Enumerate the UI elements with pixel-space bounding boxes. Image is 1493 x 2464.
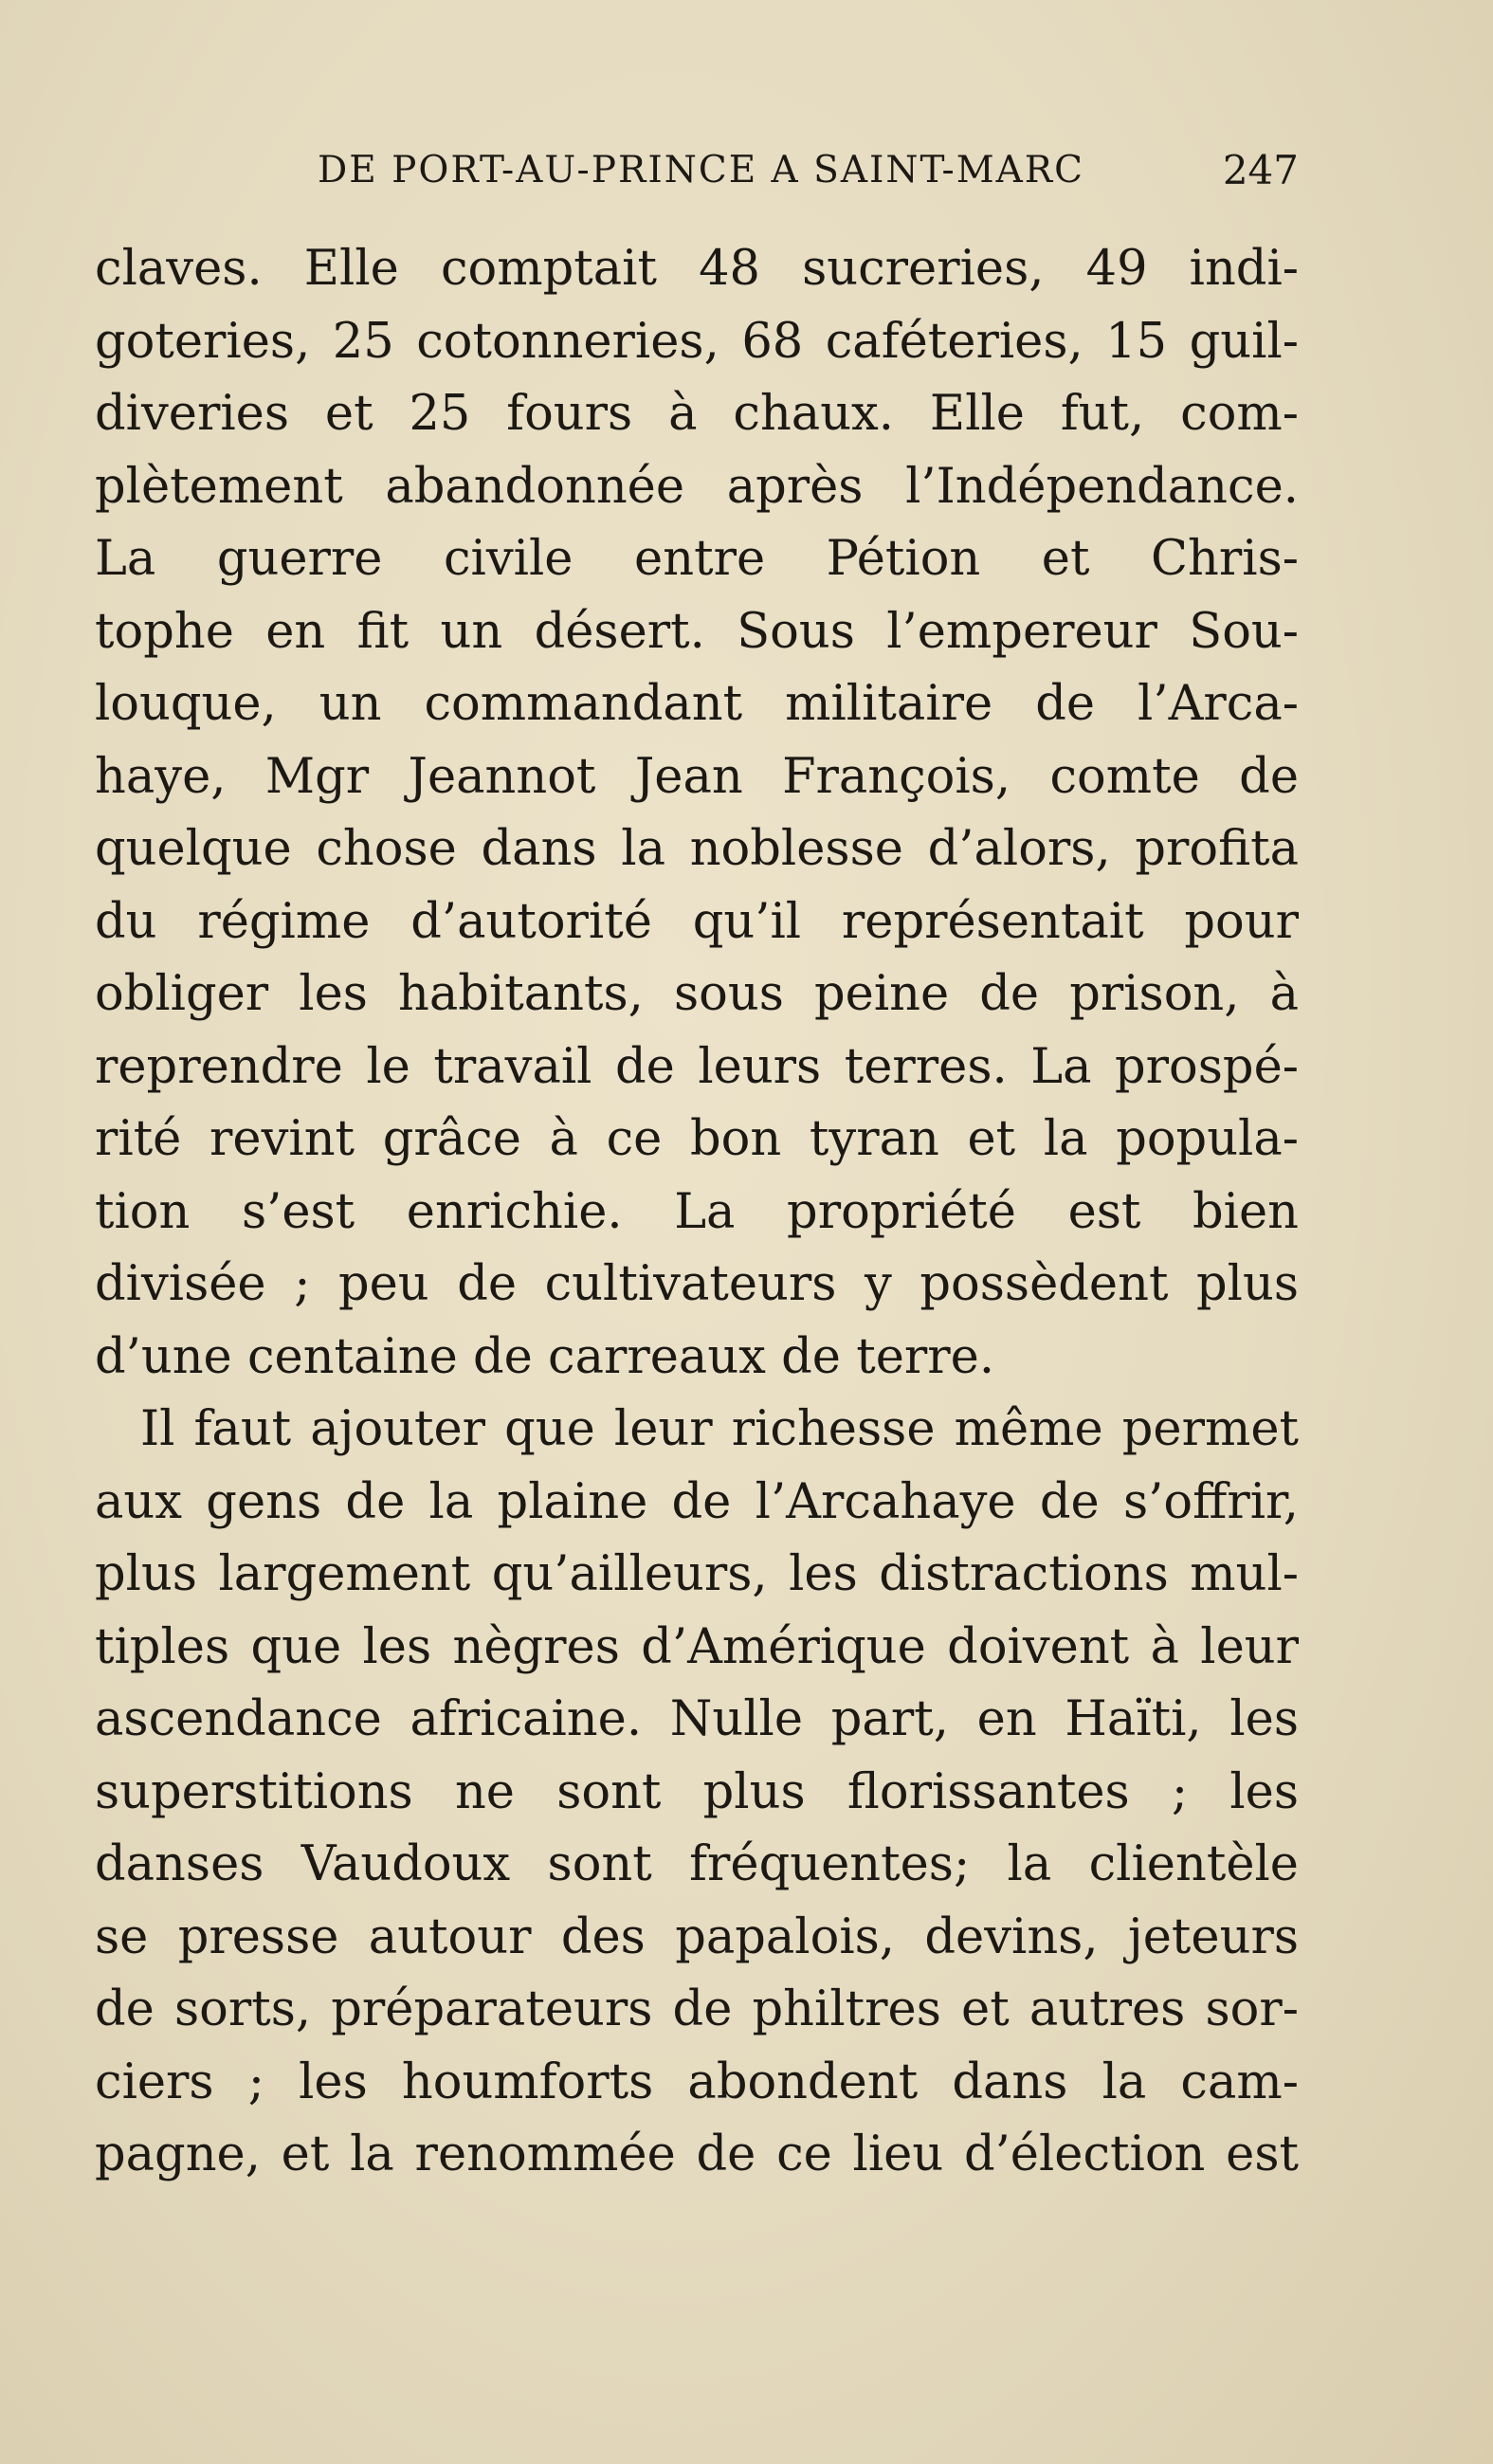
body-text (95, 233, 1299, 2192)
text-line: tophe en fit un désert. Sous l’empereur Sou- (95, 603, 1299, 660)
text-line: obliger les habitants, sous peine de prison, à (95, 966, 1299, 1022)
running-head (95, 142, 1299, 199)
text-line: haye, Mgr Jeannot Jean François, comte de (95, 748, 1299, 805)
text-line: superstitions ne sont plus florissantes ; les (95, 1763, 1299, 1820)
text-line: aux gens de la plaine de l’Arcahaye de s’offrir, (95, 1473, 1299, 1530)
text-line: rité revint grâce à ce bon tyran et la popula- (95, 1111, 1299, 1167)
text-line: plètement abandonnée après l’Indépendance. (95, 458, 1299, 515)
running-title: DE PORT-AU-PRINCE A SAINT-MARC (318, 149, 1084, 192)
page-number: 247 (1222, 147, 1299, 193)
text-line: quelque chose dans la noblesse d’alors, profita (95, 821, 1299, 877)
text-line: ascendance africaine. Nulle part, en Haïti, les (95, 1691, 1299, 1747)
text-line: divisée ; peu de cultivateurs y possèdent plus (95, 1256, 1299, 1312)
text-line: claves. Elle comptait 48 sucreries, 49 indi- (95, 241, 1299, 297)
text-line: tion s’est enrichie. La propriété est bien (95, 1183, 1299, 1240)
text-line: danses Vaudoux sont fréquentes; la clientèle (95, 1836, 1299, 1892)
text-line: se presse autour des papalois, devins, jeteurs (95, 1908, 1299, 1965)
text-line: du régime d’autorité qu’il représentait pour (95, 893, 1299, 950)
text-line: goteries, 25 cotonneries, 68 caféteries, 15 guil- (95, 313, 1299, 370)
text-line: diveries et 25 fours à chaux. Elle fut, com- (95, 386, 1299, 442)
text-line: reprendre le travail de leurs terres. La prospé- (95, 1038, 1299, 1095)
text-line: plus largement qu’ailleurs, les distractions mul- (95, 1546, 1299, 1602)
text-line: La guerre civile entre Pétion et Chris- (95, 531, 1299, 587)
text-line: ciers ; les houmforts abondent dans la cam- (95, 2053, 1299, 2110)
text-line: louque, un commandant militaire de l’Arca- (95, 676, 1299, 732)
paragraph-end-line: d’une centaine de carreaux de terre. (95, 1328, 995, 1385)
text-line: tiples que les nègres d’Amérique doivent à leur (95, 1618, 1299, 1675)
text-line: de sorts, préparateurs de philtres et autres sor- (95, 1981, 1299, 2037)
paragraph-start-line: Il faut ajouter que leur richesse même permet (140, 1401, 1299, 1457)
text-line: pagne, et la renommée de ce lieu d’élection est (95, 2126, 1299, 2182)
